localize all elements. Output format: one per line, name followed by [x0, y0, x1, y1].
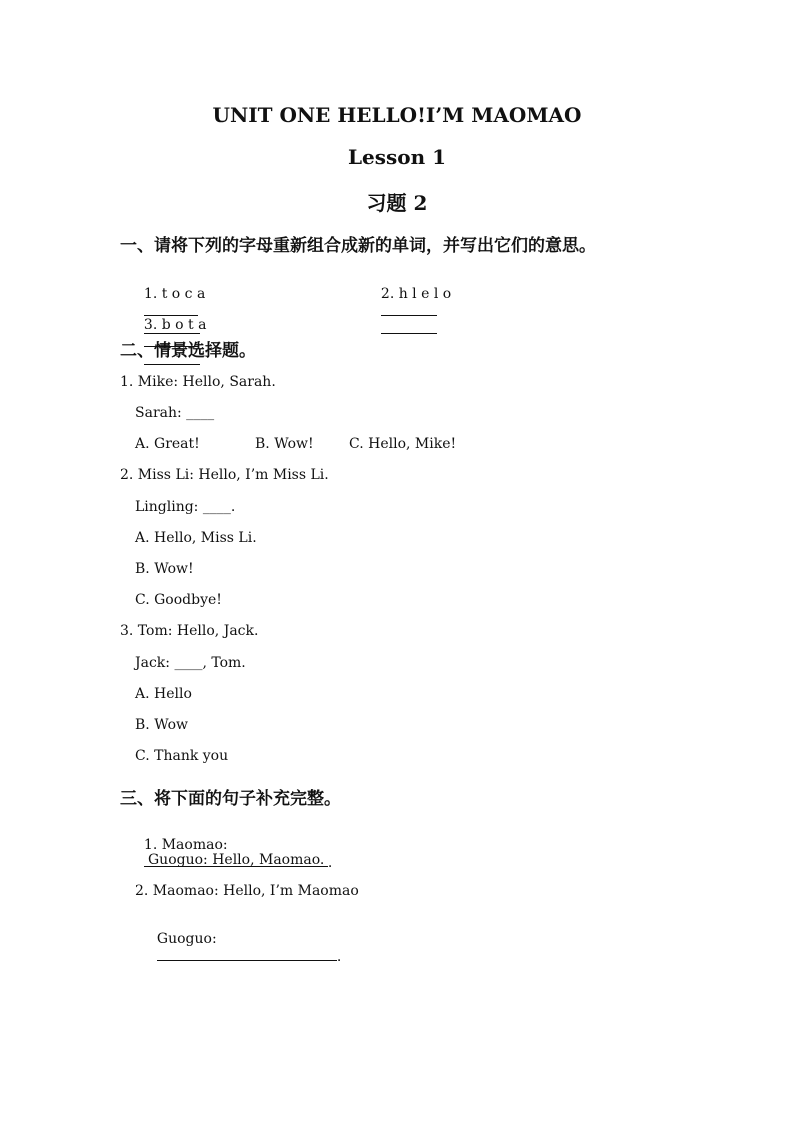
s3-item-1-suffix: . [327, 855, 333, 871]
meaning-blank[interactable] [381, 320, 437, 334]
page-title: UNIT ONE HELLO!I’M MAOMAO [212, 103, 582, 127]
s3-item-2-prefix: Guoguo: [156, 931, 217, 947]
s3-item-2-suffix: . [336, 949, 342, 965]
q1-answer: Sarah: ____ [135, 405, 215, 421]
s3-item-1-prefix: 1. Maomao: [143, 837, 228, 853]
section3-heading: 三、将下面的句子补充完整。 [120, 789, 341, 809]
s1-item-2-letters: 2. h l e l o [380, 286, 452, 302]
q1-option-a[interactable]: A. Great! [135, 436, 200, 452]
q3-answer: Jack: ____, Tom. [135, 655, 246, 671]
section1-heading: 一、请将下列的字母重新组合成新的单词，并写出它们的意思。 [120, 236, 596, 256]
q1-option-c[interactable]: C. Hello, Mike! [349, 436, 457, 452]
q1-option-b[interactable]: B. Wow! [255, 436, 314, 452]
q2-option-c[interactable]: C. Goodbye! [135, 592, 222, 608]
sentence-blank[interactable] [157, 947, 337, 961]
lesson-title: Lesson 1 [347, 145, 447, 169]
q3-option-c[interactable]: C. Thank you [135, 748, 229, 764]
q3-option-b[interactable]: B. Wow [135, 717, 189, 733]
s3-item-2-line: 2. Maomao: Hello, I’m Maomao [135, 883, 359, 899]
q3-option-a[interactable]: A. Hello [135, 686, 192, 702]
q2-prompt: 2. Miss Li: Hello, I’m Miss Li. [120, 467, 329, 483]
s1-item-2 [372, 270, 451, 338]
s1-item-1-letters: 1. t o c a [143, 286, 206, 302]
s1-item-3-letters: 3. b o t a [143, 317, 207, 333]
answer-blank[interactable] [381, 302, 437, 316]
exercise-title: 习题 2 [366, 191, 428, 215]
q1-prompt: 1. Mike: Hello, Sarah. [120, 374, 276, 390]
q2-option-b[interactable]: B. Wow! [135, 561, 194, 577]
s3-item-2 [148, 915, 341, 965]
s3-item-1-reply: Guoguo: Hello, Maomao. [148, 852, 325, 868]
q2-answer: Lingling: ____. [135, 499, 236, 515]
section2-heading: 二、情景选择题。 [120, 341, 256, 361]
q3-prompt: 3. Tom: Hello, Jack. [120, 623, 259, 639]
q2-option-a[interactable]: A. Hello, Miss Li. [135, 530, 257, 546]
